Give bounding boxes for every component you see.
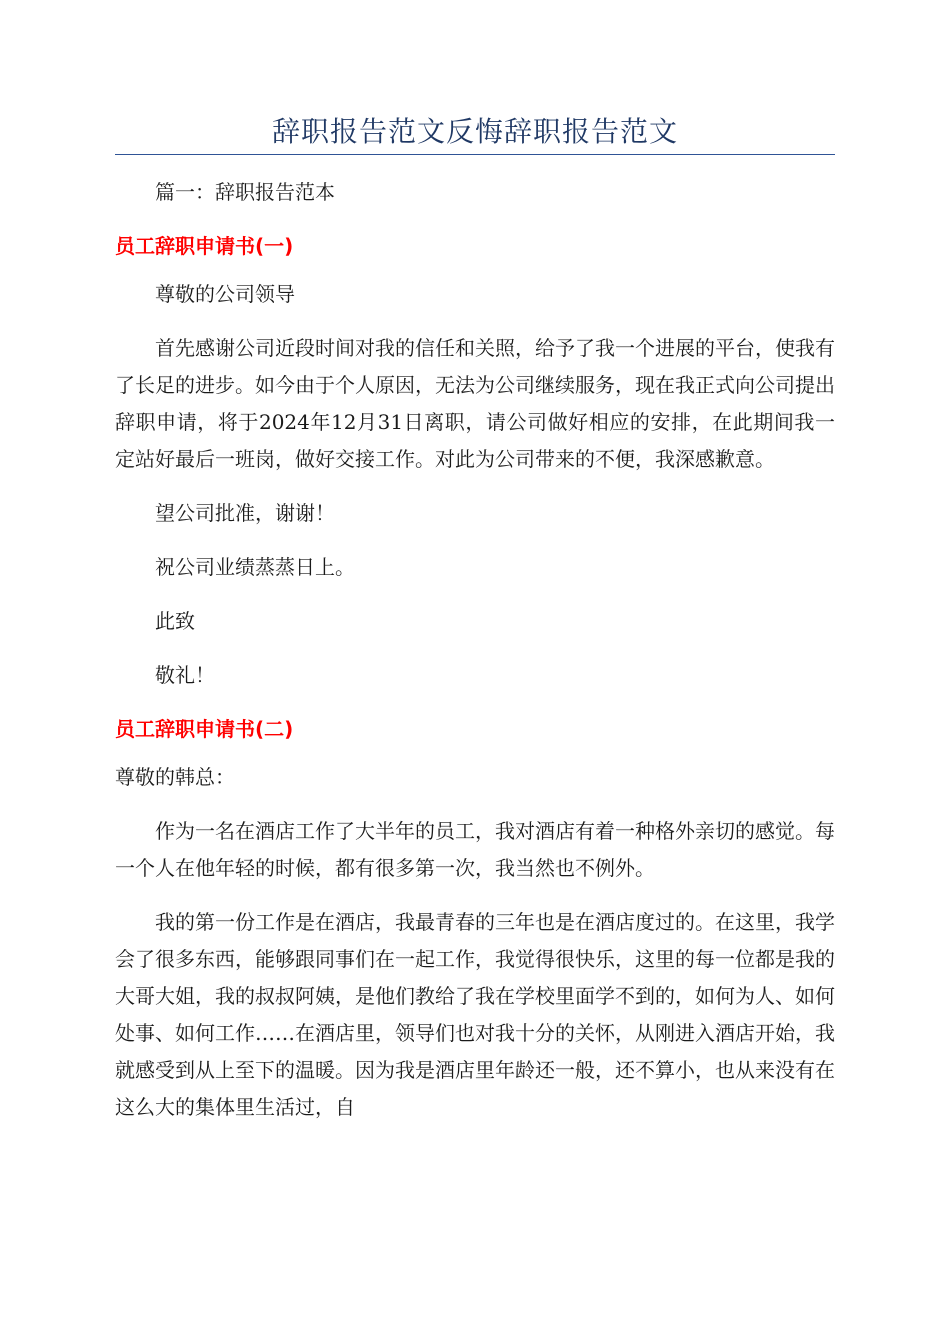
- letter-one-closing-1: 此致: [155, 609, 195, 633]
- title-underline: [115, 154, 835, 155]
- letter-one-salutation: 尊敬的公司领导: [155, 282, 295, 306]
- document-body: [115, 174, 835, 1143]
- letter-two-paragraph-2: 我的第一份工作是在酒店，我最青春的三年也是在酒店度过的。在这里，我学会了很多东西，能够跟同事们在一起工作，我觉得很快乐，这里的每一位都是我的大哥大姐，我的叔叔阿姨，是他们教给了我在学校里面学不到的，如何为人、如何处事、如何工作……在酒店里，领导们也对我十分的关怀，从刚进入酒店开始，我就感受到从上至下的温暖。因为我是酒店里年龄还一般，还不算小，也从来没有在这么大的集体里生活过，自: [115, 910, 835, 1119]
- letter-one-closing-2: 敬礼！: [155, 663, 215, 687]
- section-heading-letter-two: 员工辞职申请书(二): [115, 717, 294, 741]
- letter-two-paragraph-1: 作为一名在酒店工作了大半年的员工，我对酒店有着一种格外亲切的感觉。每一个人在他年轻的时候，都有很多第一次，我当然也不例外。: [115, 819, 835, 880]
- letter-one-body: 首先感谢公司近段时间对我的信任和关照，给予了我一个进展的平台，使我有了长足的进步。如今由于个人原因，无法为公司继续服务，现在我正式向公司提出辞职申请，将于2024年12月31日离职，请公司做好相应的安排，在此期间我一定站好最后一班岗，做好交接工作。对此为公司带来的不便，我深感歉意。: [115, 336, 835, 471]
- section-heading-letter-one: 员工辞职申请书(一): [115, 234, 294, 258]
- document-title: 辞职报告范文反悔辞职报告范文: [271, 115, 678, 148]
- part-heading: 篇一：辞职报告范本: [155, 180, 335, 204]
- letter-one-wish: 祝公司业绩蒸蒸日上。: [155, 555, 355, 579]
- letter-two-salutation: 尊敬的韩总：: [115, 765, 235, 789]
- letter-one-request: 望公司批准，谢谢！: [155, 501, 335, 525]
